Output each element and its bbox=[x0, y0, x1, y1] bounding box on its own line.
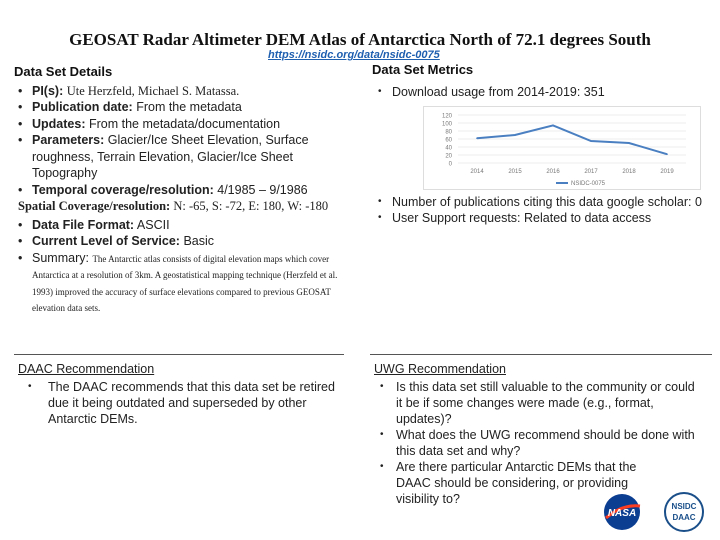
detail-summary: • Summary: The Antarctic atlas consists of digital elevation maps which cover Antarctica at a resolution of 3km. A geostatistical mapping technique (Herzfeld et al. 1993) improved the accuracy of surface elevations compared to previous GEOSAT elevation data sets. bbox=[14, 250, 344, 316]
data-point bbox=[514, 134, 516, 136]
detail-pubdate: • Publication date: From the metadata bbox=[14, 99, 344, 116]
x-tick-label: 2014 bbox=[470, 169, 484, 175]
series-line bbox=[477, 125, 667, 154]
chart-svg bbox=[424, 107, 700, 189]
svg-text:NSIDC: NSIDC bbox=[671, 502, 697, 511]
data-point bbox=[628, 142, 630, 144]
y-tick-label: 100 bbox=[441, 121, 452, 128]
x-tick-label: 2019 bbox=[660, 169, 674, 175]
y-tick-label: 20 bbox=[445, 153, 452, 160]
detail-updates: • Updates: From the metadata/documentation bbox=[14, 116, 344, 133]
legend-label: NSIDC-0075 bbox=[571, 181, 606, 187]
nasa-logo-icon bbox=[604, 494, 640, 530]
detail-pis: • PI(s): Ute Herzfeld, Michael S. Matassa. bbox=[14, 83, 344, 100]
metric-publications: • Number of publications citing this data google scholar: 0 bbox=[372, 194, 712, 210]
x-tick-label: 2016 bbox=[546, 169, 560, 175]
download-usage-chart bbox=[423, 106, 701, 190]
detail-spatial: Spatial Coverage/resolution: N: -65, S: -72, E: 180, W: -180 bbox=[18, 199, 329, 213]
logos bbox=[600, 490, 712, 534]
data-point bbox=[590, 140, 592, 142]
data-point bbox=[552, 125, 554, 127]
uwg-question: • What does the UWG recommend should be done with this data set and why? bbox=[380, 428, 695, 458]
details-list bbox=[14, 83, 344, 199]
detail-parameters: • Parameters: Glacier/Ice Sheet Elevation, Surface roughness, Terrain Elevation, Glacier/Ice Sheet Topography bbox=[14, 132, 344, 182]
y-tick-label: 80 bbox=[445, 129, 452, 136]
detail-temporal: • Temporal coverage/resolution: 4/1985 – 9/1986 bbox=[14, 182, 344, 199]
data-point bbox=[666, 153, 668, 155]
dataset-link[interactable]: https://nsidc.org/data/nsidc-0075 bbox=[268, 49, 440, 61]
y-tick-label: 40 bbox=[445, 145, 452, 152]
y-tick-label: 0 bbox=[448, 161, 452, 168]
detail-format: • Data File Format: ASCII bbox=[14, 217, 344, 234]
uwg-question: • Is this data set still valuable to the community or could it be if some changes were made (e.g., format, updates)? bbox=[380, 380, 695, 426]
detail-service: • Current Level of Service: Basic bbox=[14, 233, 344, 250]
nsidc-daac-logo-icon bbox=[665, 493, 703, 531]
metrics-heading: Data Set Metrics bbox=[372, 62, 474, 77]
x-tick-label: 2018 bbox=[622, 169, 636, 175]
daac-heading: DAAC Recommendation bbox=[18, 362, 155, 376]
daac-recommendation: DAAC Recommendation • The DAAC recommends that this data set be retired due it being outdated and superseded by other Antarctic DEMs. bbox=[14, 354, 344, 427]
x-tick-label: 2015 bbox=[508, 169, 522, 175]
uwg-recommendation bbox=[370, 354, 712, 507]
svg-text:DAAC: DAAC bbox=[672, 513, 696, 522]
data-set-details bbox=[14, 64, 344, 316]
metric-support: • User Support requests: Related to data access bbox=[372, 210, 712, 226]
x-tick-label: 2017 bbox=[584, 169, 598, 175]
details-heading: Data Set Details bbox=[14, 64, 113, 79]
y-tick-label: 60 bbox=[445, 137, 452, 144]
uwg-heading: UWG Recommendation bbox=[374, 362, 506, 376]
uwg-question: • Are there particular Antarctic DEMs that the DAAC should be considering, or providing visibility to? bbox=[380, 460, 637, 506]
svg-text:NASA: NASA bbox=[607, 508, 637, 519]
page-title: GEOSAT Radar Altimeter DEM Atlas of Antarctica North of 72.1 degrees South bbox=[69, 30, 651, 49]
y-tick-label: 120 bbox=[441, 113, 452, 120]
data-point bbox=[476, 137, 478, 139]
daac-text: The DAAC recommends that this data set be retired due it being outdated and superseded by other Antarctic DEMs. bbox=[48, 380, 335, 426]
metric-downloads: • Download usage from 2014-2019: 351 bbox=[372, 84, 712, 100]
